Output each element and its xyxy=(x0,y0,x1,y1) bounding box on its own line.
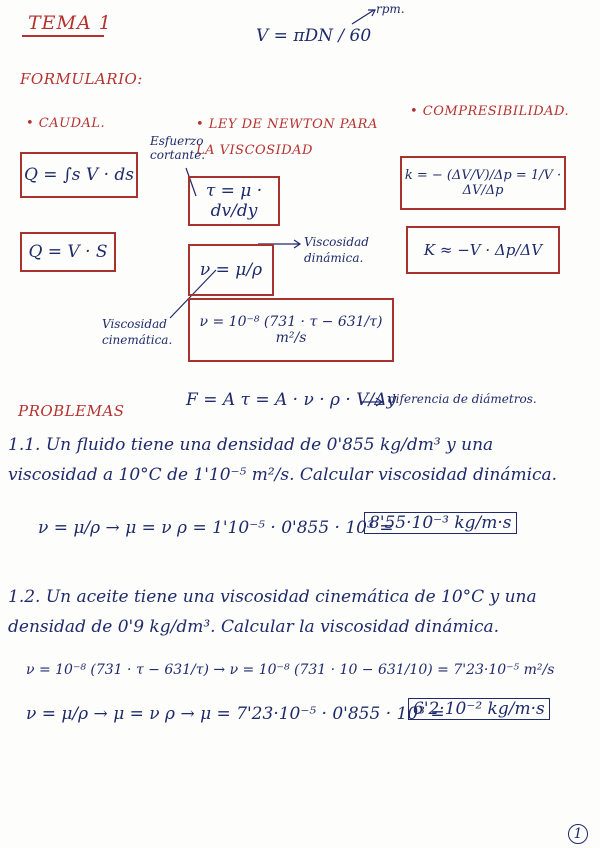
note-viscosidad-dinamica: Viscosidad dinámica. xyxy=(304,235,369,265)
note-esfuerzo-cortante: Esfuerzo cortante. xyxy=(150,134,206,162)
section-newton: • LEY DE NEWTON PARA LA VISCOSIDAD xyxy=(196,117,378,158)
formulario-heading: FORMULARIO: xyxy=(20,70,143,88)
formula-box-compresibilidad-2 xyxy=(406,226,560,274)
formula-nu: ν = μ/ρ xyxy=(199,260,263,280)
formula-compresibilidad-1: k = − (ΔV/V)/Δp = 1/V · ΔV/Δp xyxy=(404,168,562,198)
formula-nu-temperature: ν = 10⁻⁸ (731 · τ − 631/τ) m²/s xyxy=(199,314,383,346)
formula-compresibilidad-2: K ≈ −V · Δp/ΔV xyxy=(423,241,543,259)
formula-box-compresibilidad-1 xyxy=(400,156,566,210)
formula-box-nu-temp xyxy=(188,298,394,362)
problem-1-2-step-1: ν = 10⁻⁸ (731 · τ − 631/τ) → ν = 10⁻⁸ (731 · 10 − 631/10) = 7'23·10⁻⁵ m²/s xyxy=(26,662,555,678)
formula-caudal-integral: Q = ∫s V · ds xyxy=(23,165,135,185)
rpm-note: rpm. xyxy=(376,2,405,16)
note-viscosidad-cinematica: Viscosidad cinemática. xyxy=(102,317,173,347)
formula-box-nu xyxy=(188,244,274,296)
formula-box-caudal-integral xyxy=(20,152,138,198)
note-diferencia-diametros: diferencia de diámetros. xyxy=(388,392,537,406)
problem-1-2-statement: 1.2. Un aceite tiene una viscosidad cinemática de 10°C y una densidad de 0'9 kg/dm³. Calcular la viscosidad dinámica. xyxy=(8,587,537,637)
problem-1-2-step-2: ν = μ/ρ → μ = ν ρ → μ = 7'23·10⁻⁵ · 0'855 · 10³ = xyxy=(26,704,445,724)
problem-1-1-statement: 1.1. Un fluido tiene una densidad de 0'855 kg/dm³ y una viscosidad a 10°C de 1'10⁻⁵ m²/s. Calcular viscosidad dinámica. xyxy=(8,435,558,485)
formula-box-tension xyxy=(188,176,280,226)
formula-caudal-simple: Q = V · S xyxy=(28,242,108,262)
section-caudal: • CAUDAL. xyxy=(26,116,106,131)
problem-1-2-answer: 6'2·10⁻² kg/m·s xyxy=(408,698,550,720)
section-compresibilidad: • COMPRESIBILIDAD. xyxy=(410,104,570,119)
topic-title: TEMA 1 xyxy=(28,12,112,34)
page-number: 1 xyxy=(568,824,588,844)
problem-1-1-answer: 8'55·10⁻³ kg/m·s xyxy=(364,512,517,534)
problem-1-1-solution: ν = μ/ρ → μ = ν ρ = 1'10⁻⁵ · 0'855 · 10³ = xyxy=(38,518,394,538)
problemas-heading: PROBLEMAS xyxy=(18,402,125,420)
top-formula: V = πDN / 60 xyxy=(256,26,372,46)
formula-fuerza: F = A τ = A · ν · ρ · V/Δy xyxy=(186,390,397,410)
formula-tension: τ = μ · dv/dy xyxy=(205,181,263,221)
formula-box-caudal-simple xyxy=(20,232,116,272)
